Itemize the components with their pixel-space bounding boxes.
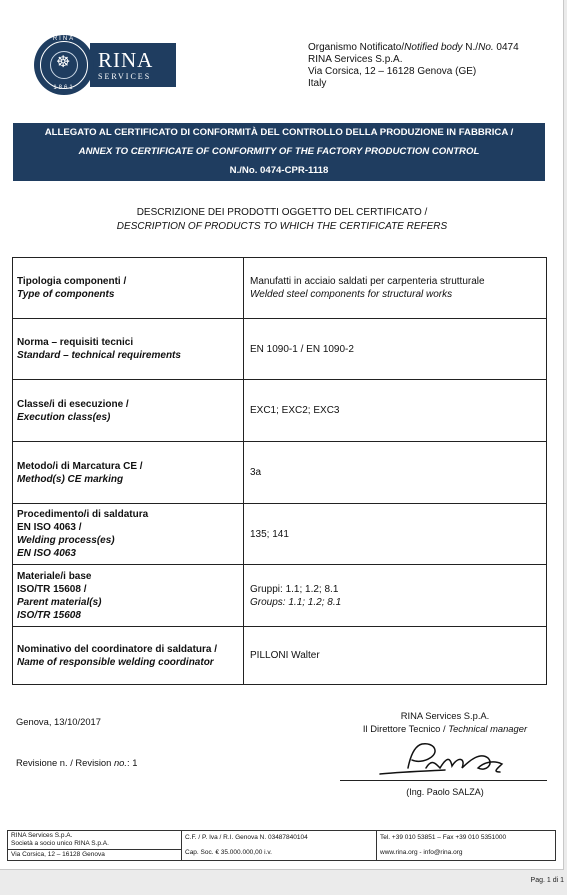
row-value: PILLONI Walter bbox=[244, 627, 547, 685]
row-label: Metodo/i di Marcatura CE / Method(s) CE marking bbox=[13, 442, 244, 504]
table-row bbox=[13, 319, 547, 380]
place-date: Genova, 13/10/2017 bbox=[16, 716, 101, 727]
footer-capital: Cap. Soc. € 35.000.000,00 i.v. bbox=[185, 848, 272, 856]
signatory-name: (Ing. Paolo SALZA) bbox=[406, 787, 484, 797]
signatory-block bbox=[345, 709, 545, 735]
banner-title-en: ANNEX TO CERTIFICATE OF CONFORMITY OF THE FACTORY PRODUCTION CONTROL bbox=[78, 146, 480, 157]
caduceus-icon: ☸ bbox=[56, 52, 71, 71]
rina-services-logo bbox=[34, 37, 184, 93]
row-label: Materiale/i base ISO/TR 15608 / Parent material(s) ISO/TR 15608 bbox=[13, 565, 244, 627]
row-label: Norma – requisiti tecnici Standard – technical requirements bbox=[13, 319, 244, 380]
seal-bottom-text: 1861 bbox=[53, 85, 75, 91]
certificate-title-banner bbox=[13, 123, 545, 181]
logo-sub-text: SERVICES bbox=[98, 71, 152, 81]
address-street: Via Corsica, 12 – 16128 Genova (GE) bbox=[308, 66, 477, 77]
rina-seal-icon bbox=[34, 35, 94, 95]
footer-web: www.rina.org - info@rina.org bbox=[380, 849, 463, 856]
row-label: Procedimento/i di saldatura EN ISO 4063 / Welding process(es) EN ISO 4063 bbox=[13, 504, 244, 565]
row-value: EXC1; EXC2; EXC3 bbox=[244, 380, 547, 442]
table-row bbox=[13, 380, 547, 442]
description-en: DESCRIPTION OF PRODUCTS TO WHICH THE CERTIFICATE REFERS bbox=[116, 221, 448, 232]
table-row bbox=[13, 627, 547, 685]
table-row bbox=[13, 442, 547, 504]
footer-address: Via Corsica, 12 – 16128 Genova bbox=[8, 850, 182, 861]
footer-contacts: Tel. +39 010 53851 – Fax +39 010 5351000 www.rina.org - info@rina.org bbox=[377, 831, 556, 861]
row-value: EN 1090-1 / EN 1090-2 bbox=[244, 319, 547, 380]
logo-wordmark-text: RINA bbox=[98, 47, 154, 72]
row-label: Nominativo del coordinatore di saldatura / Name of responsible welding coordinator bbox=[13, 627, 244, 685]
products-description-heading bbox=[0, 206, 564, 234]
row-value: Gruppi: 1.1; 1.2; 8.1 Groups: 1.1; 1.2; 8.1 bbox=[244, 565, 547, 627]
description-it: DESCRIZIONE DEI PRODOTTI OGGETTO DEL CERTIFICATO / bbox=[136, 207, 428, 218]
table-row bbox=[13, 504, 547, 565]
row-label: Tipologia componenti / Type of components bbox=[13, 258, 244, 319]
seal-top-text: RINA bbox=[52, 36, 76, 42]
footer-company: RINA Services S.p.A. Società a socio unico RINA S.p.A. bbox=[8, 831, 182, 850]
row-value: 3a bbox=[244, 442, 547, 504]
logo-wordmark bbox=[90, 43, 176, 87]
row-label: Classe/i di esecuzione / Execution class(es) bbox=[13, 380, 244, 442]
table-row bbox=[13, 565, 547, 627]
table-row bbox=[13, 258, 547, 319]
certificate-number: N./No. 0474-CPR-1118 bbox=[229, 165, 329, 176]
address-country: Italy bbox=[308, 78, 327, 89]
revision-number: Revisione n. / Revision no.: 1 bbox=[16, 757, 138, 768]
footer-registration: C.F. / P. Iva / R.I. Genova N. 03487840104 Cap. Soc. € 35.000.000,00 i.v. bbox=[182, 831, 377, 861]
row-value: Manufatti in acciaio saldati per carpenteria strutturale Welded steel components for structural works bbox=[244, 258, 547, 319]
address-company: RINA Services S.p.A. bbox=[308, 54, 403, 65]
row-value: 135; 141 bbox=[244, 504, 547, 565]
notified-body-line: Organismo Notificato/Notified body N./No. 0474 bbox=[308, 42, 519, 53]
signatory-role: Il Direttore Tecnico / Technical manager bbox=[362, 723, 528, 734]
signatory-company: RINA Services S.p.A. bbox=[400, 710, 490, 721]
product-specs-table bbox=[12, 257, 547, 685]
page-number: Pag. 1 di 1 bbox=[530, 877, 564, 884]
notified-body-address bbox=[308, 42, 519, 90]
handwritten-signature bbox=[370, 738, 525, 780]
company-footer bbox=[7, 830, 556, 861]
signature-line bbox=[340, 780, 547, 781]
banner-title-it: ALLEGATO AL CERTIFICATO DI CONFORMITÀ DEL CONTROLLO DELLA PRODUZIONE IN FABBRICA / bbox=[44, 127, 514, 138]
